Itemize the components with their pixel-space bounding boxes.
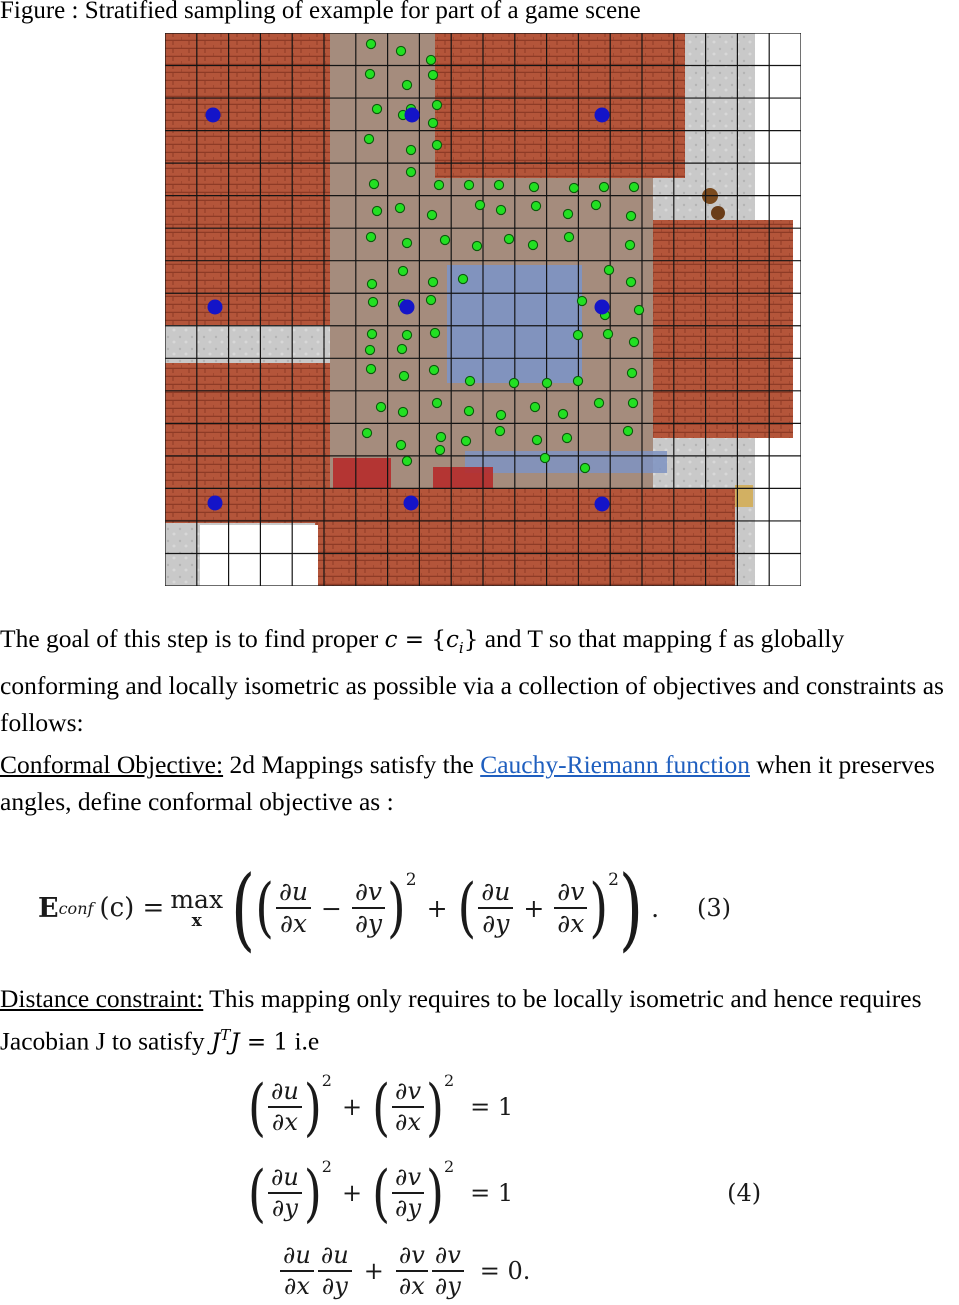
- green-sample-point: [495, 426, 504, 435]
- math-J2: J: [230, 1029, 240, 1056]
- green-sample-point: [591, 200, 600, 209]
- cauchy-riemann-link[interactable]: Cauchy-Riemann function: [480, 750, 750, 779]
- eq4-r2-frac-dv-dy: $\frac{\partial v}{\partial y}$: [392, 1165, 424, 1221]
- eq3-plus: +: [426, 893, 448, 923]
- green-sample-point: [397, 344, 406, 353]
- green-sample-point: [430, 328, 439, 337]
- eq4-r3-plus: +: [363, 1257, 384, 1285]
- eq3-outer-paren-close: ): [618, 855, 644, 961]
- eq3-E: E: [38, 892, 59, 924]
- eq3-max: [170, 887, 223, 929]
- eq3-frac-dv-dx: $\frac{\partial v}{\partial x}$: [554, 879, 587, 938]
- eq3-minus: −: [321, 893, 342, 923]
- eq4-r3-frac-dv-dx: $\frac{\partial v}{\partial x}$: [396, 1243, 428, 1299]
- green-sample-point: [540, 453, 549, 462]
- green-sample-point: [623, 426, 632, 435]
- green-sample-point: [432, 398, 441, 407]
- green-sample-point: [594, 398, 603, 407]
- green-sample-point: [464, 180, 473, 189]
- green-sample-point: [496, 205, 505, 214]
- blue-stratified-point: [208, 300, 223, 315]
- eq3-outer-paren-open: (: [231, 855, 256, 961]
- green-sample-point: [426, 295, 435, 304]
- eq4-r1-paren1-open: (: [248, 1070, 266, 1144]
- green-sample-point: [529, 182, 538, 191]
- green-sample-point: [604, 265, 613, 274]
- eq3-plus-inner: +: [523, 893, 545, 923]
- green-sample-point: [369, 179, 378, 188]
- green-sample-point: [366, 364, 375, 373]
- eq3-max-label: max: [170, 885, 224, 914]
- eq3-square-1: 2: [405, 870, 417, 890]
- green-sample-point: [629, 337, 638, 346]
- green-sample-point: [396, 440, 405, 449]
- eq3-sub-conf: conf: [58, 898, 94, 918]
- green-sample-point: [428, 277, 437, 286]
- distance-paragraph: [0, 980, 959, 1062]
- green-sample-point: [564, 232, 573, 241]
- green-sample-point: [475, 200, 484, 209]
- eq4-r1-paren2-close: ): [426, 1070, 444, 1144]
- eq4-row-3: [278, 1237, 530, 1305]
- green-sample-point: [496, 410, 505, 419]
- eq3-square-2: 2: [608, 870, 619, 890]
- green-sample-point: [440, 235, 449, 244]
- eq4-r2-paren1-close: ): [303, 1156, 322, 1230]
- distance-text: This mapping only requires to be locally isometric and hence requires Jacobian J to satisfy: [0, 984, 922, 1056]
- eq4-r3-frac-dv-dy: $\frac{\partial v}{\partial y}$: [432, 1243, 464, 1299]
- conformal-paragraph: [0, 746, 959, 820]
- eq3-frac-du-dy: $\frac{\partial u}{\partial y}$: [478, 879, 513, 938]
- eq4-r2-paren1-open: (: [248, 1156, 266, 1230]
- eq3-number: (3): [697, 894, 732, 922]
- blue-stratified-point: [595, 497, 610, 512]
- intro-text-before: The goal of this step is to find proper: [0, 624, 385, 653]
- math-close: }: [463, 627, 479, 653]
- eq3-max-sub: x: [191, 911, 202, 931]
- conformal-heading: Conformal Objective:: [0, 750, 224, 779]
- green-sample-point: [628, 398, 637, 407]
- eq3-frac-du-dx: $\frac{\partial u}{\partial x}$: [276, 879, 311, 938]
- green-sample-point: [367, 279, 376, 288]
- green-sample-point: [398, 266, 407, 275]
- green-sample-point: [458, 274, 467, 283]
- green-sample-point: [465, 376, 474, 385]
- eq4-r1-paren2-open: (: [372, 1070, 391, 1144]
- green-sample-point: [577, 296, 586, 305]
- eq4-r1-square-1: 2: [321, 1071, 332, 1090]
- green-sample-point: [402, 238, 411, 247]
- green-sample-point: [372, 104, 381, 113]
- blue-stratified-point: [206, 108, 221, 123]
- eq3-frac-dv-dy: $\frac{\partial v}{\partial y}$: [352, 879, 385, 938]
- green-sample-point: [364, 134, 373, 143]
- eq4-r2-paren2-open: (: [372, 1156, 391, 1230]
- blue-stratified-point: [405, 108, 420, 123]
- green-sample-point: [530, 402, 539, 411]
- green-sample-point: [426, 55, 435, 64]
- green-sample-point: [402, 330, 411, 339]
- eq4-r1-plus: +: [341, 1093, 363, 1121]
- eq4-r3-frac-du-dy: $\frac{\partial u}{\partial y}$: [318, 1243, 352, 1299]
- eq3-paren2-open: (: [457, 870, 477, 946]
- green-sample-point: [406, 145, 415, 154]
- math-J: J: [211, 1029, 221, 1056]
- green-sample-point: [428, 70, 437, 79]
- conformal-text-before: 2d Mappings satisfy the: [223, 750, 481, 779]
- eq4-row-1: [248, 1065, 513, 1149]
- green-sample-point: [464, 406, 473, 415]
- green-sample-point: [494, 180, 503, 189]
- figure-caption: Figure : Stratified sampling of example for part of a game scene: [0, 0, 641, 24]
- distance-heading: Distance constraint:: [0, 984, 204, 1013]
- green-sample-point: [362, 428, 371, 437]
- green-sample-point: [367, 329, 376, 338]
- green-sample-point: [599, 182, 608, 191]
- green-sample-point: [532, 435, 541, 444]
- eq4-number: (4): [727, 1179, 762, 1207]
- equation-3: [38, 855, 732, 961]
- green-sample-point: [558, 409, 567, 418]
- eq4-r1-frac-du-dx: $\frac{\partial u}{\partial x}$: [268, 1079, 302, 1135]
- green-sample-point: [626, 277, 635, 286]
- green-sample-point: [396, 46, 405, 55]
- eq4-r2-rhs: = 1: [470, 1179, 514, 1207]
- green-sample-point: [634, 305, 643, 314]
- distance-ie: i.e: [288, 1026, 320, 1056]
- conformal-text-after: when it preserves angles, define conformal objective as :: [0, 750, 935, 816]
- equation-4: [248, 1065, 788, 1305]
- blue-stratified-point: [404, 496, 419, 511]
- math-eq1: = 1: [239, 1029, 289, 1056]
- eq4-r3-rhs: = 0.: [479, 1257, 531, 1285]
- math-c: c: [384, 627, 398, 653]
- green-sample-point: [428, 118, 437, 127]
- green-sample-point: [427, 210, 436, 219]
- green-sample-point: [436, 432, 445, 441]
- green-sample-point: [366, 232, 375, 241]
- game-scene-figure: [165, 33, 801, 586]
- game-scene-map: [165, 33, 801, 586]
- green-sample-point: [366, 39, 375, 48]
- eq4-r2-square-2: 2: [443, 1157, 455, 1176]
- blue-stratified-point: [595, 300, 610, 315]
- grid-overlay: [165, 33, 801, 586]
- green-sample-point: [573, 376, 582, 385]
- green-sample-point: [398, 407, 407, 416]
- eq4-r1-square-2: 2: [443, 1071, 455, 1090]
- green-sample-point: [629, 182, 638, 191]
- green-sample-point: [429, 365, 438, 374]
- green-sample-point: [573, 330, 582, 339]
- green-sample-point: [528, 240, 537, 249]
- intro-paragraph: [0, 620, 959, 741]
- green-sample-point: [376, 402, 385, 411]
- eq4-r2-paren2-close: ): [426, 1156, 444, 1230]
- eq4-r2-square-1: 2: [321, 1157, 332, 1176]
- math-sub-i: i: [458, 639, 464, 658]
- eq4-row-2: [248, 1151, 761, 1235]
- eq4-r1-paren1-close: ): [303, 1070, 322, 1144]
- green-sample-point: [372, 206, 381, 215]
- blue-stratified-point: [208, 496, 223, 511]
- green-sample-point: [368, 297, 377, 306]
- green-sample-point: [365, 345, 374, 354]
- eq4-r2-plus: +: [341, 1179, 363, 1207]
- green-sample-point: [395, 203, 404, 212]
- eq3-paren-open: (: [255, 870, 274, 946]
- green-sample-point: [531, 201, 540, 210]
- green-sample-point: [542, 378, 551, 387]
- green-sample-point: [504, 234, 513, 243]
- eq3-paren2-close: ): [589, 870, 609, 946]
- green-sample-point: [432, 100, 441, 109]
- blue-stratified-point: [400, 300, 415, 315]
- eq4-r1-rhs: = 1: [470, 1093, 514, 1121]
- green-sample-point: [603, 329, 612, 338]
- math-ci: c: [445, 627, 459, 653]
- eq3-arg: (c) =: [99, 893, 165, 923]
- eq3-period: .: [651, 893, 660, 923]
- green-sample-point: [563, 209, 572, 218]
- green-sample-point: [461, 436, 470, 445]
- blue-stratified-point: [595, 108, 610, 123]
- green-sample-point: [626, 211, 635, 220]
- green-sample-point: [562, 433, 571, 442]
- green-sample-point: [472, 241, 481, 250]
- green-sample-point: [402, 456, 411, 465]
- green-sample-point: [406, 167, 415, 176]
- green-sample-point: [627, 368, 636, 377]
- green-sample-point: [365, 69, 374, 78]
- math-eq: = {: [397, 627, 446, 653]
- eq4-r2-frac-du-dy: $\frac{\partial u}{\partial y}$: [268, 1165, 302, 1221]
- eq4-r3-frac-du-dx: $\frac{\partial u}{\partial x}$: [280, 1243, 314, 1299]
- green-sample-point: [402, 80, 411, 89]
- green-sample-point: [569, 183, 578, 192]
- eq4-r1-frac-dv-dx: $\frac{\partial v}{\partial x}$: [392, 1079, 424, 1135]
- intro-text-after: and T so that mapping f as globally conforming and locally isometric as possible via a collection of objectives and constraints as follows:: [0, 624, 944, 738]
- green-sample-point: [435, 445, 444, 454]
- green-sample-point: [625, 240, 634, 249]
- eq3-paren-close: ): [387, 870, 406, 946]
- green-sample-point: [432, 140, 441, 149]
- green-sample-point: [509, 378, 518, 387]
- green-sample-point: [434, 180, 443, 189]
- green-sample-point: [580, 463, 589, 472]
- math-T: T: [220, 1026, 231, 1044]
- green-sample-point: [399, 371, 408, 380]
